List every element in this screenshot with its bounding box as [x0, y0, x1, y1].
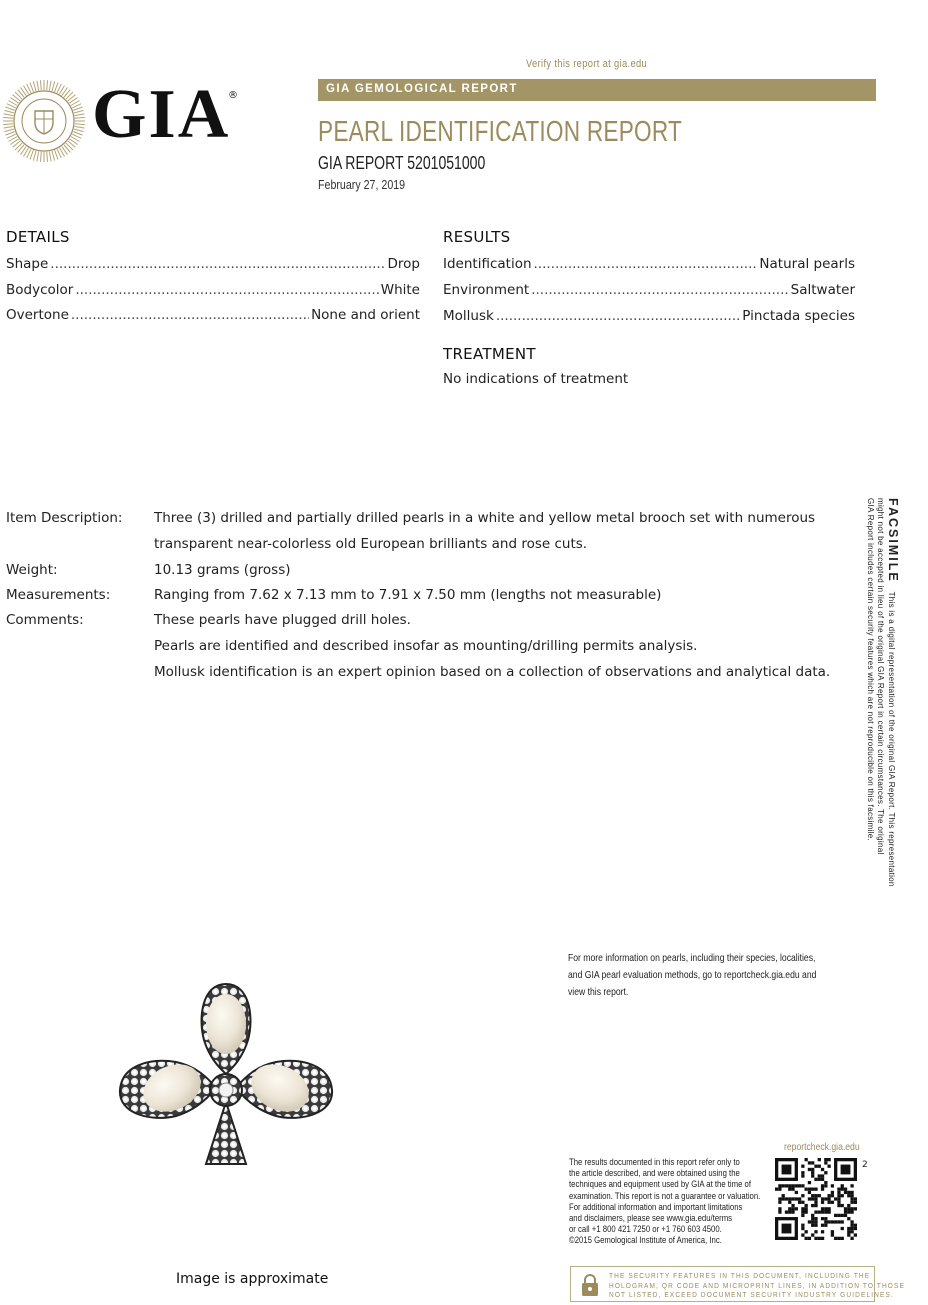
disclaimer-line: examination. This report is not a guarantee or valuation. — [569, 1190, 761, 1201]
disclaimer-block — [569, 1157, 791, 1247]
detail-row-overtone — [6, 307, 420, 323]
result-row-mollusk — [443, 308, 855, 324]
disclaimer-line: techniques and equipment used by GIA at the time of — [569, 1179, 752, 1190]
detail-label: Bodycolor — [6, 282, 74, 298]
info-line: view this report. — [568, 986, 629, 998]
report-type-label: GIA GEMOLOGICAL REPORT — [326, 83, 518, 95]
weight-value: 10.13 grams (gross) — [154, 562, 291, 578]
disclaimer-line: or call +1 800 421 7250 or +1 760 603 4500. — [569, 1224, 722, 1235]
image-caption: Image is approximate — [176, 1271, 329, 1287]
detail-value: White — [380, 282, 420, 298]
result-row-identification — [443, 256, 855, 272]
comments-label: Comments: — [6, 612, 84, 628]
brooch-image — [112, 978, 340, 1174]
detail-label: Shape — [6, 256, 49, 272]
facsimile-notice — [865, 498, 899, 887]
item-description-line1: Three (3) drilled and partially drilled pearls in a white and yellow metal brooch set with numerous — [154, 510, 816, 526]
comment-line: Mollusk identification is an expert opinion based on a collection of observations and analytical data. — [154, 664, 831, 680]
comment-line: These pearls have plugged drill holes. — [154, 612, 411, 628]
disclaimer-line: ©2015 Gemological Institute of America, Inc. — [569, 1235, 722, 1246]
disclaimer-line: For additional information and important limitations — [569, 1201, 743, 1212]
result-value: Saltwater — [790, 282, 855, 298]
detail-value: Drop — [387, 256, 420, 272]
result-label: Identification — [443, 256, 532, 272]
security-line: NOT LISTED, EXCEED DOCUMENT SECURITY INDUSTRY GUIDELINES. — [609, 1290, 894, 1300]
treatment-heading: TREATMENT — [443, 345, 536, 363]
comment-line: Pearls are identified and described insofar as mounting/drilling permits analysis. — [154, 638, 698, 654]
disclaimer-line: The results documented in this report refer only to — [569, 1157, 740, 1167]
measurements-value: Ranging from 7.62 x 7.13 mm to 7.91 x 7.50 mm (lengths not measurable) — [154, 587, 662, 603]
result-label: Mollusk — [443, 308, 494, 324]
lock-icon — [579, 1273, 601, 1297]
details-heading: DETAILS — [6, 228, 70, 246]
facsimile-line1: This is a digital representation of the original GIA Report. This representation — [887, 591, 896, 887]
report-date: February 27, 2019 — [318, 177, 406, 192]
result-label: Environment — [443, 282, 530, 298]
security-line: HOLOGRAM, QR CODE AND MICROPRINT LINES, IN ADDITION TO THOSE — [609, 1280, 905, 1290]
item-description-line2: transparent near-colorless old European brilliants and rose cuts. — [154, 536, 588, 552]
weight-label: Weight: — [6, 562, 58, 578]
qr-number: 2 — [862, 1160, 868, 1170]
facsimile-word: FACSIMILE — [886, 498, 900, 583]
gia-logo: GIA — [92, 76, 231, 153]
detail-value: None and orient — [311, 307, 420, 323]
results-heading: RESULTS — [443, 228, 511, 246]
treatment-text: No indications of treatment — [443, 371, 629, 387]
disclaimer-line: and disclaimers, please see www.gia.edu/terms — [569, 1213, 733, 1224]
reportcheck-link[interactable]: reportcheck.gia.edu — [784, 1141, 860, 1153]
qr-code-icon[interactable] — [775, 1158, 857, 1248]
security-line: THE SECURITY FEATURES IN THIS DOCUMENT, INCLUDING THE — [609, 1271, 871, 1280]
result-row-environment — [443, 282, 855, 298]
result-value: Natural pearls — [759, 256, 855, 272]
measurements-label: Measurements: — [6, 587, 111, 603]
security-notice — [570, 1266, 905, 1302]
gia-seal-icon — [2, 79, 86, 163]
detail-row-shape — [6, 256, 420, 272]
detail-row-bodycolor — [6, 282, 420, 298]
report-type-band — [318, 79, 876, 101]
info-line: and GIA pearl evaluation methods, go to reportcheck.gia.edu and — [568, 969, 817, 981]
registered-mark: ® — [228, 90, 238, 101]
disclaimer-line: the article described, and were obtained using the — [569, 1168, 740, 1179]
verify-link[interactable]: Verify this report at gia.edu — [526, 58, 648, 70]
detail-label: Overtone — [6, 307, 69, 323]
info-line: For more information on pearls, including their species, localities, — [568, 952, 816, 964]
report-number: GIA REPORT 5201051000 — [318, 153, 486, 173]
facsimile-line2: might not be accepted in lieu of the original GIA Report in certain circumstances. The original — [876, 498, 886, 855]
facsimile-line3: GIA Report includes certain security features which are not reproducible on this facsimile. — [866, 498, 875, 842]
item-description-label: Item Description: — [6, 510, 123, 526]
report-title: PEARL IDENTIFICATION REPORT — [318, 116, 683, 148]
result-value: Pinctada species — [742, 308, 855, 324]
